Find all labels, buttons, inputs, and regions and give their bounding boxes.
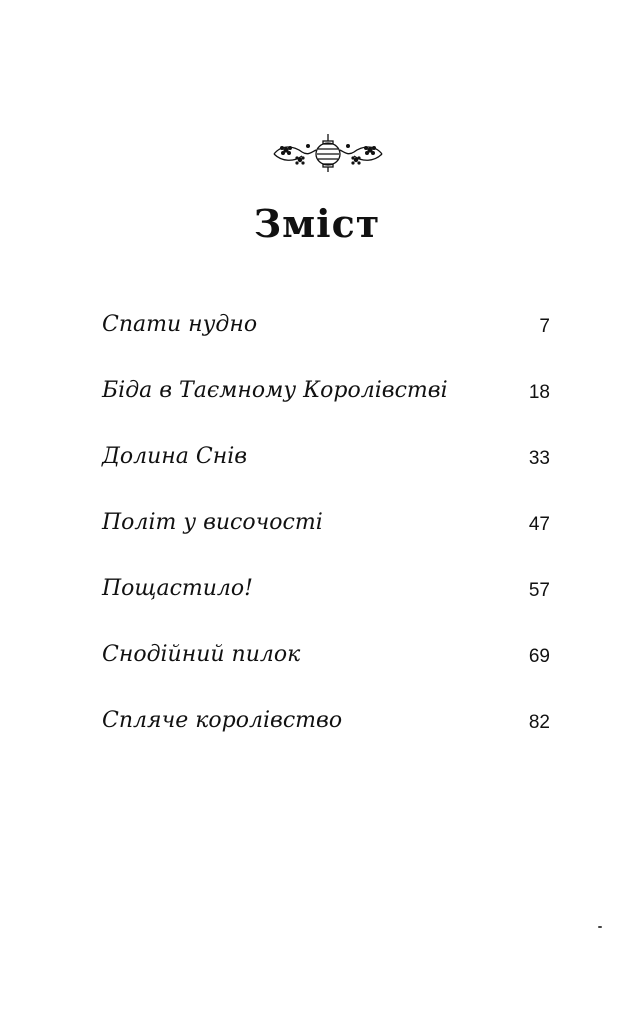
toc-entry-title: Біда в Таємному Королівстві (102, 378, 448, 403)
toc-entry-page: 7 (539, 316, 550, 337)
print-speck (598, 926, 602, 928)
toc-entry-title: Спляче королівство (102, 708, 343, 733)
toc-entry-title: Пощастило! (102, 576, 254, 601)
toc-entry-page: 33 (528, 448, 550, 469)
toc-entry[interactable] (102, 630, 552, 696)
toc-entry-title: Долина Снів (102, 444, 248, 469)
toc-entry-page: 18 (528, 382, 550, 403)
toc-entry[interactable] (102, 696, 552, 762)
page-title: Зміст (253, 201, 381, 246)
toc-entry[interactable] (102, 432, 552, 498)
toc-entry-page: 47 (528, 514, 550, 535)
toc-entry-title: Спати нудно (102, 312, 258, 337)
toc-entry-page: 82 (528, 712, 550, 733)
toc-entry[interactable] (102, 564, 552, 630)
toc-entry-title: Снодійний пилок (102, 642, 301, 667)
toc-entry[interactable] (102, 366, 552, 432)
toc-entry-page: 57 (528, 580, 550, 601)
toc-entry[interactable] (102, 498, 552, 564)
toc-entry-page: 69 (528, 646, 550, 667)
toc-entry[interactable] (102, 300, 552, 366)
table-of-contents (102, 300, 552, 762)
toc-entry-title: Політ у височості (102, 510, 323, 535)
lantern-flower-ornament-icon (268, 128, 388, 176)
